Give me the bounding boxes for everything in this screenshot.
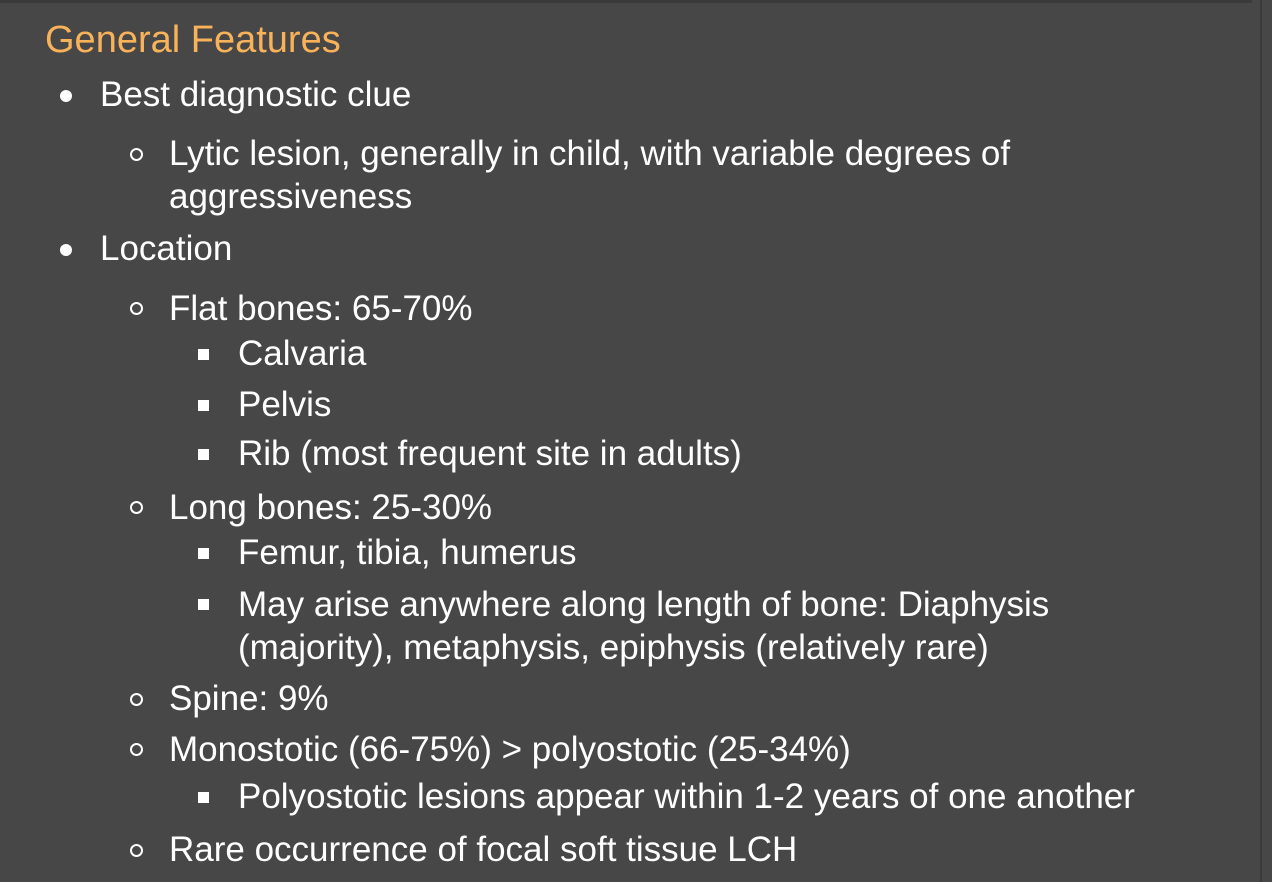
list-item: Flat bones: 65-70% [169, 289, 473, 328]
list-item: Pelvis [238, 385, 332, 424]
bullet-disc-icon [60, 244, 72, 256]
list-item: May arise anywhere along length of bone: Diaphysis [238, 585, 1050, 624]
list-item: Femur, tibia, humerus [238, 533, 577, 572]
list-item: Best diagnostic clue [100, 75, 412, 114]
list-item: Location [100, 229, 233, 268]
bullet-square-icon [198, 599, 209, 610]
bullet-square-icon [198, 449, 209, 460]
bullet-circle-icon [130, 148, 143, 161]
list-item: Polyostotic lesions appear within 1-2 years of one another [238, 777, 1135, 816]
list-item: Rare occurrence of focal soft tissue LCH [169, 830, 798, 869]
bullet-square-icon [198, 400, 209, 411]
bullet-circle-icon [130, 501, 143, 514]
bullet-disc-icon [60, 90, 72, 102]
list-item: Calvaria [238, 334, 367, 373]
list-item-continuation: (majority), metaphysis, epiphysis (relatively rare) [238, 628, 989, 667]
bullet-circle-icon [130, 743, 143, 756]
list-item: Lytic lesion, generally in child, with variable degrees of [169, 134, 1011, 173]
list-item: Spine: 9% [169, 679, 329, 718]
bullet-square-icon [198, 548, 209, 559]
list-item: Rib (most frequent site in adults) [238, 434, 742, 473]
list-item-continuation: aggressiveness [169, 177, 413, 216]
bullet-circle-icon [130, 693, 143, 706]
list-item: Long bones: 25-30% [169, 488, 493, 527]
bullet-circle-icon [130, 844, 143, 857]
bullet-square-icon [198, 349, 209, 360]
section-heading: General Features [45, 19, 341, 61]
bullet-square-icon [198, 792, 209, 803]
list-item: Monostotic (66-75%) > polyostotic (25-34%) [169, 730, 851, 769]
bullet-circle-icon [130, 302, 143, 315]
